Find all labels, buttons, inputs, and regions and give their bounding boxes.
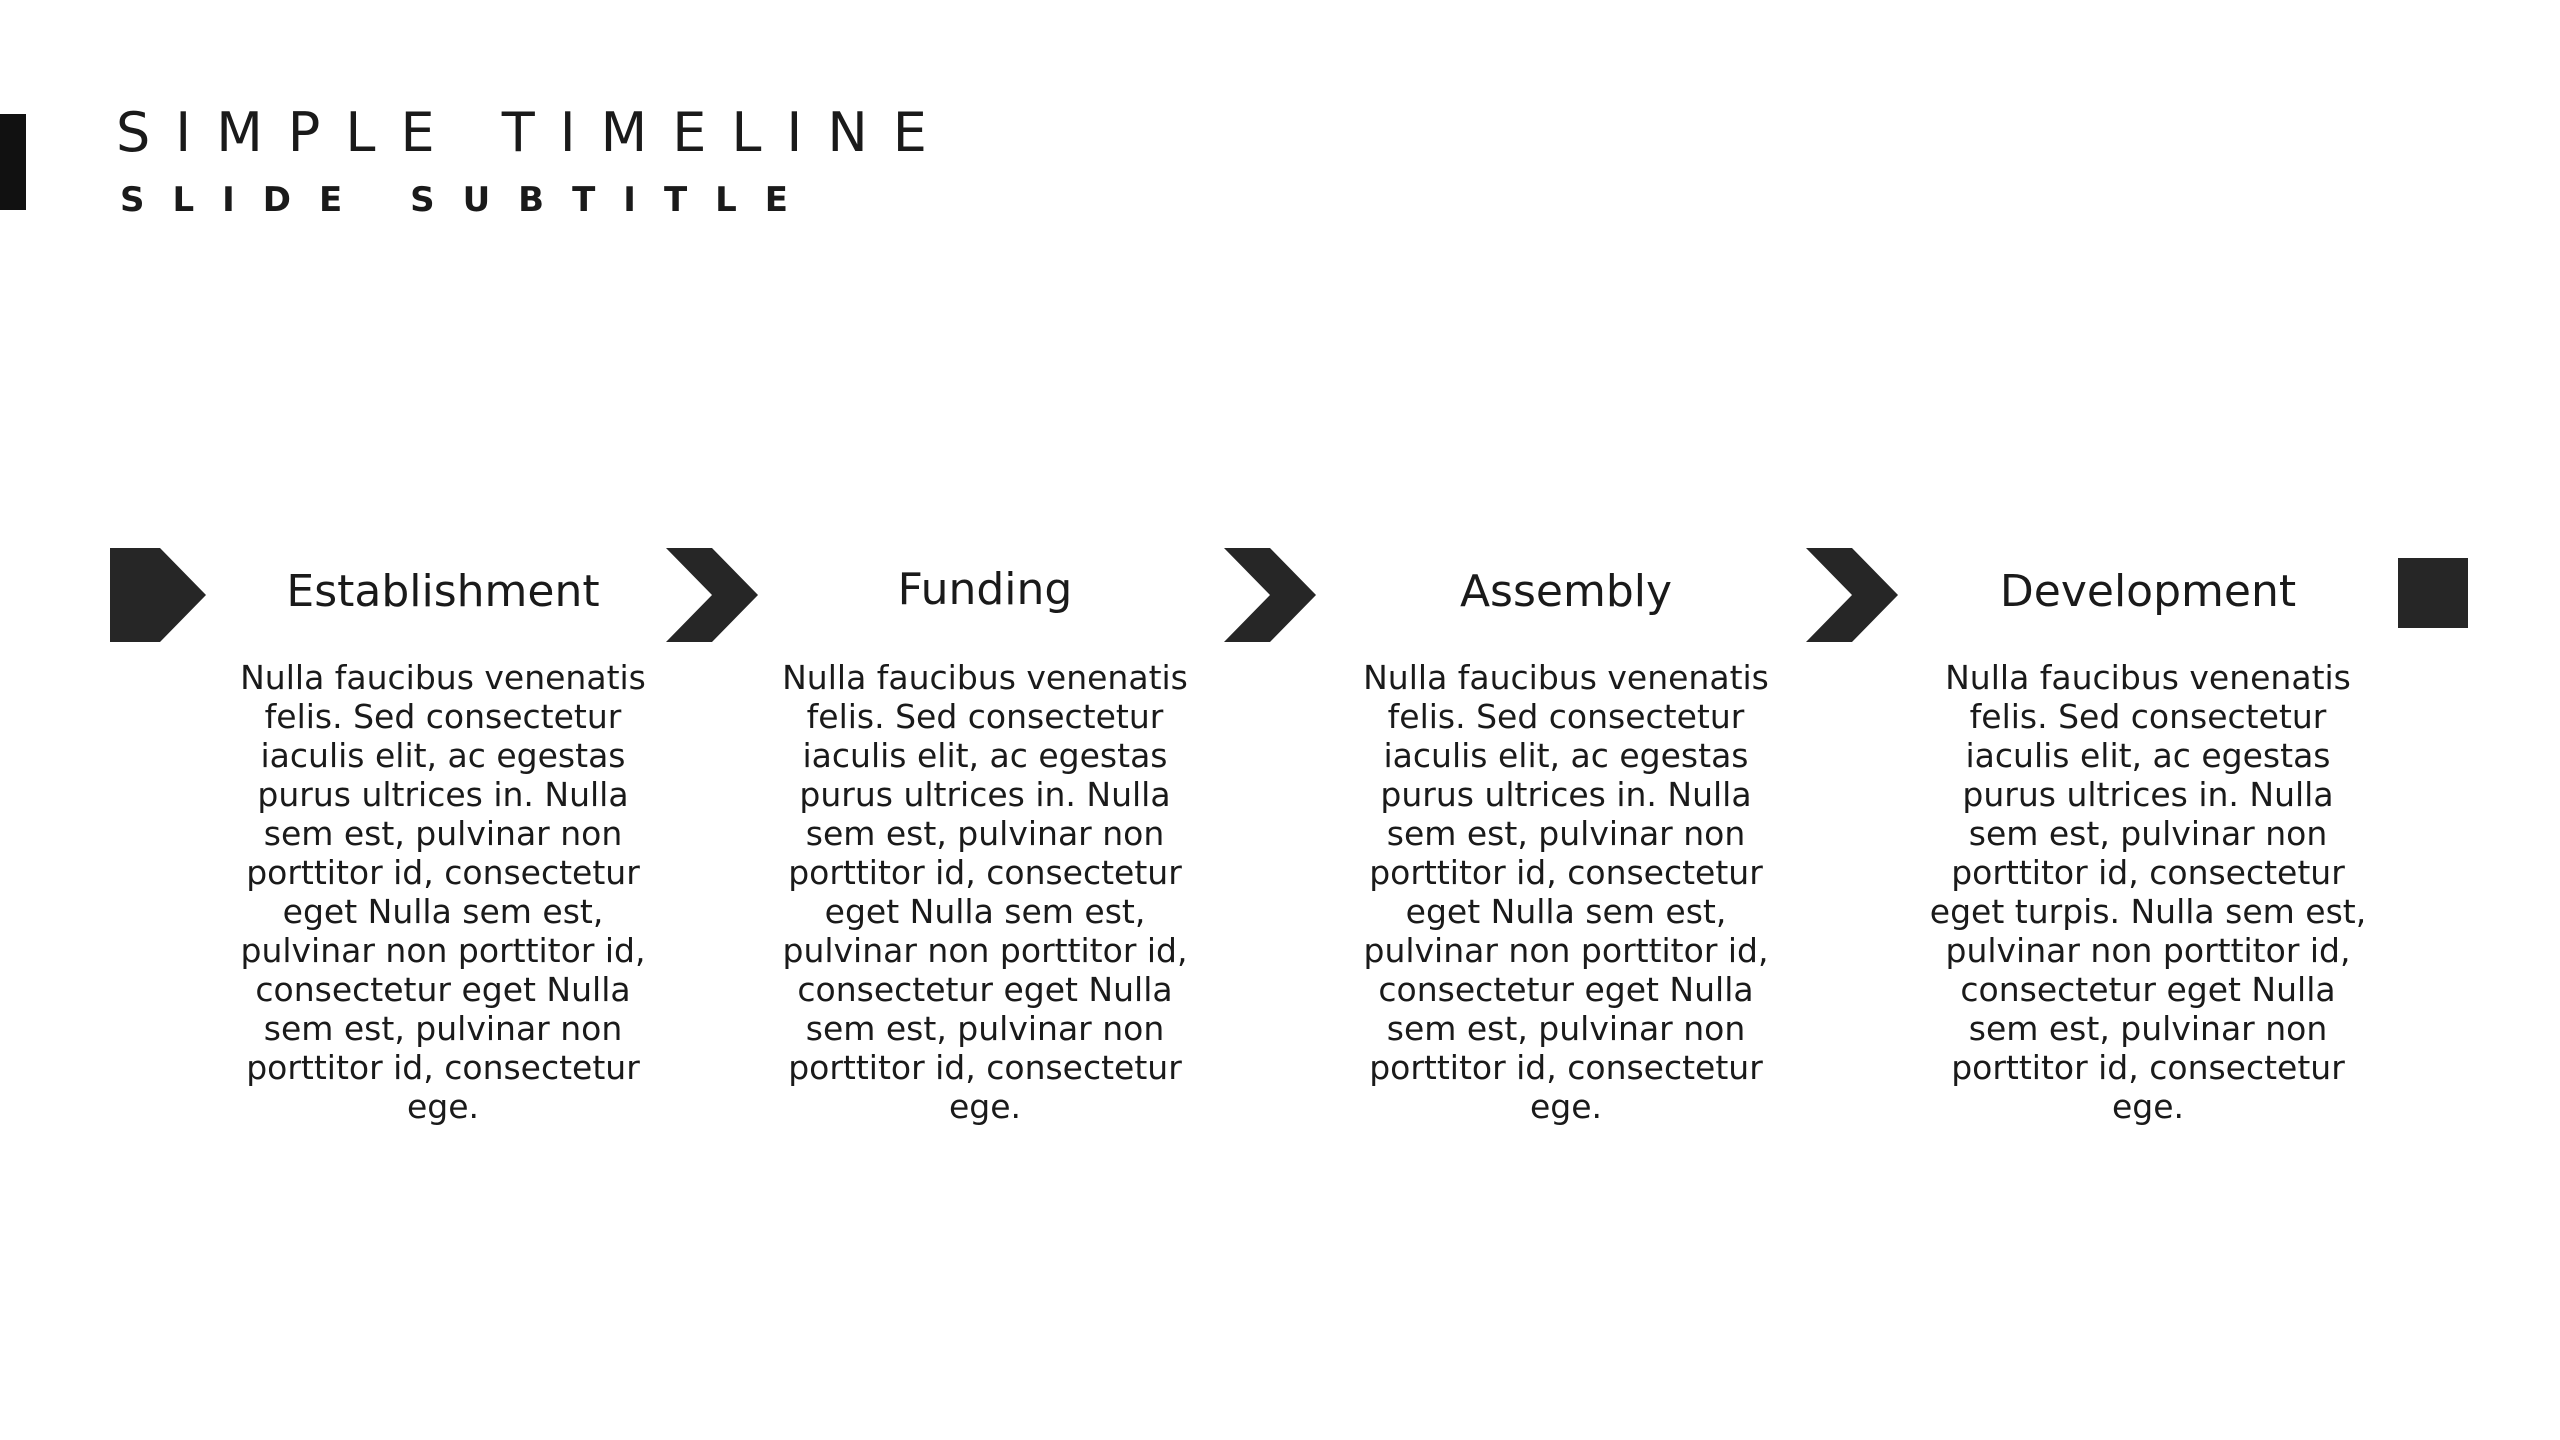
title-accent-bar (0, 114, 26, 210)
timeline-step-establishment (223, 560, 663, 1126)
step-description: Nulla faucibus venenatis felis. Sed consectetur iaculis elit, ac egestas purus ultrices in. Nulla sem est, pulvinar non porttitor id, consectetur eget Nulla sem est, pulvinar non porttitor id, consectetur eget Nulla sem est, pulvinar non porttitor id, consectetur ege. (240, 658, 646, 1126)
chevron-icon (1224, 548, 1316, 642)
pentagon-arrow-icon (110, 548, 206, 642)
step-heading: Development (1999, 566, 2297, 617)
timeline-step-development (1928, 560, 2368, 1126)
timeline-step-assembly (1346, 560, 1786, 1126)
slide-title: SIMPLE TIMELINE (116, 101, 952, 164)
slide-subtitle: SLIDE SUBTITLE (120, 180, 817, 220)
step-description: Nulla faucibus venenatis felis. Sed consectetur iaculis elit, ac egestas purus ultrices in. Nulla sem est, pulvinar non porttitor id, consectetur eget Nulla sem est, pulvinar non porttitor id, consectetur eget Nulla sem est, pulvinar non porttitor id, consectetur ege. (782, 658, 1188, 1126)
timeline-step-funding (765, 558, 1205, 1126)
square-icon (2398, 558, 2468, 628)
step-description: Nulla faucibus venenatis felis. Sed consectetur iaculis elit, ac egestas purus ultrices in. Nulla sem est, pulvinar non porttitor id, consectetur eget Nulla sem est, pulvinar non porttitor id, consectetur eget Nulla sem est, pulvinar non porttitor id, consectetur ege. (1363, 658, 1769, 1126)
step-heading: Establishment (286, 566, 600, 617)
chevron-icon (1806, 548, 1898, 642)
step-description: Nulla faucibus venenatis felis. Sed consectetur iaculis elit, ac egestas purus ultrices in. Nulla sem est, pulvinar non porttitor id, consectetur eget turpis. Nulla sem est, pulvinar non porttitor id, consectetur eget Nulla sem est, pulvinar non porttitor id, consectetur ege. (1929, 658, 2367, 1126)
chevron-icon (666, 548, 758, 642)
step-heading: Assembly (1459, 566, 1673, 617)
step-heading: Funding (897, 564, 1073, 615)
